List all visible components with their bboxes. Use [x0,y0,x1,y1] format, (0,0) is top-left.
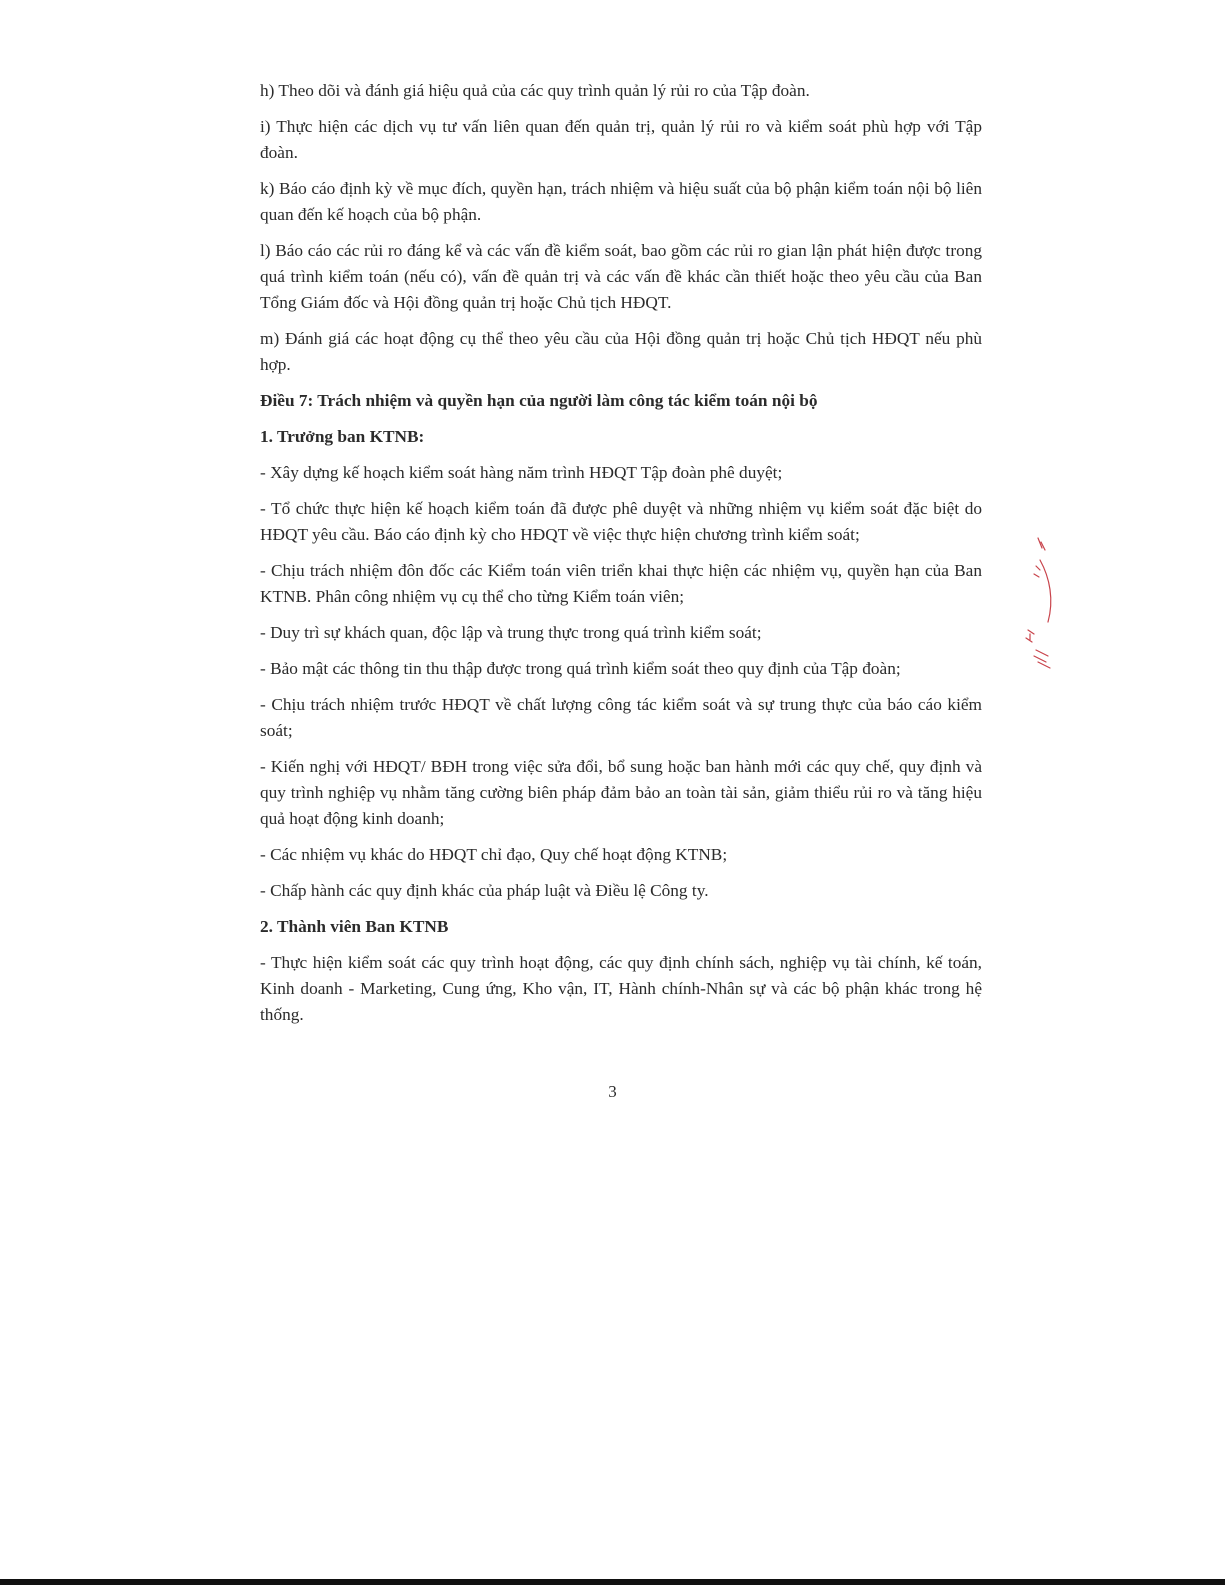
section-1-item: - Kiến nghị với HĐQT/ BĐH trong việc sửa đổi, bổ sung hoặc ban hành mới các quy chế, quy định và quy trình nghiệp vụ nhằm tăng cường biên pháp đảm bảo an toàn tài sản, giảm thiểu rủi ro và tăng hiệu quả hoạt động kinh doanh; [260,757,982,828]
section-1-item: - Tổ chức thực hiện kế hoạch kiểm toán đã được phê duyệt và những nhiệm vụ kiểm soát đặc biệt do HĐQT yêu cầu. Báo cáo định kỳ cho HĐQT về việc thực hiện chương trình kiểm soát; [260,499,982,544]
section-1-item: - Chịu trách nhiệm đôn đốc các Kiểm toán viên triển khai thực hiện các nhiệm vụ, quyền hạn của Ban KTNB. Phân công nhiệm vụ cụ thể cho từng Kiểm toán viên; [260,561,982,606]
section-2-item: - Thực hiện kiểm soát các quy trình hoạt động, các quy định chính sách, nghiệp vụ tài chính, kế toán, Kinh doanh - Marketing, Cung ứng, Kho vận, IT, Hành chính-Nhân sự và các bộ phận khác trong hệ thống. [260,953,982,1024]
document-body [260,78,982,1038]
section-1-item: - Chấp hành các quy định khác của pháp luật và Điều lệ Công ty. [260,881,709,900]
paragraph-k: k) Báo cáo định kỳ về mục đích, quyền hạn, trách nhiệm và hiệu suất của bộ phận kiểm toán nội bộ liên quan đến kế hoạch của bộ phận. [260,179,982,224]
red-stamp-fragment-icon [1010,530,1060,670]
section-1-item: - Bảo mật các thông tin thu thập được trong quá trình kiểm soát theo quy định của Tập đoàn; [260,659,901,678]
section-1-item: - Các nhiệm vụ khác do HĐQT chỉ đạo, Quy chế hoạt động KTNB; [260,845,728,864]
article-7-heading: Điều 7: Trách nhiệm và quyền hạn của người làm công tác kiểm toán nội bộ [260,391,818,410]
section-1-item: - Chịu trách nhiệm trước HĐQT về chất lượng công tác kiểm soát và sự trung thực của báo cáo kiểm soát; [260,695,982,740]
scan-bottom-edge [0,1579,1225,1585]
paragraph-i: i) Thực hiện các dịch vụ tư vấn liên quan đến quản trị, quản lý rủi ro và kiểm soát phù hợp với Tập đoàn. [260,117,982,162]
paragraph-h: h) Theo dõi và đánh giá hiệu quả của các quy trình quản lý rủi ro của Tập đoàn. [260,81,810,100]
section-1-heading: 1. Trưởng ban KTNB: [260,427,425,446]
section-1-item: - Duy trì sự khách quan, độc lập và trung thực trong quá trình kiểm soát; [260,623,762,642]
paragraph-l: l) Báo cáo các rủi ro đáng kể và các vấn đề kiểm soát, bao gồm các rủi ro gian lận phát hiện được trong quá trình kiểm toán (nếu có), vấn đề quản trị và các vấn đề khác cần thiết hoặc theo yêu cầu của Ban Tổng Giám đốc và Hội đồng quản trị hoặc Chủ tịch HĐQT. [260,241,982,312]
section-2-heading: 2. Thành viên Ban KTNB [260,917,449,936]
section-1-item: - Xây dựng kế hoạch kiểm soát hàng năm trình HĐQT Tập đoàn phê duyệt; [260,463,783,482]
paragraph-m: m) Đánh giá các hoạt động cụ thể theo yêu cầu của Hội đồng quản trị hoặc Chủ tịch HĐQT nếu phù hợp. [260,329,982,374]
page-number: 3 [608,1082,617,1101]
